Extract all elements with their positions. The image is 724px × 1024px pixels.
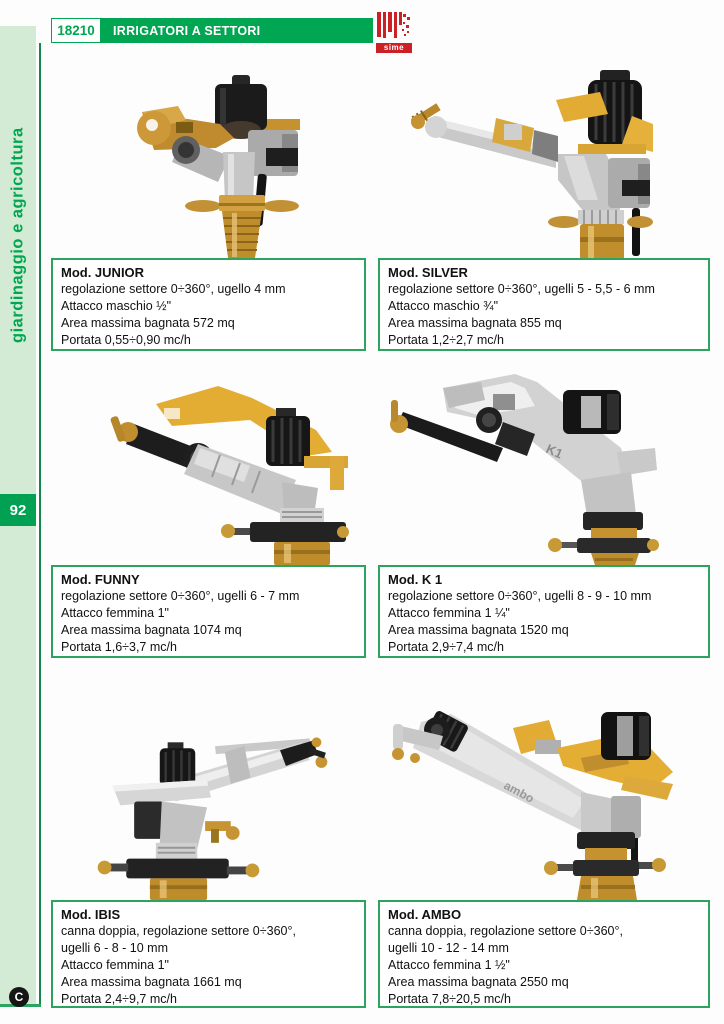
product-spec-line: Attacco maschio ½" bbox=[61, 299, 172, 313]
catalog-code: 18210 bbox=[52, 19, 100, 42]
product-spec-line: ugelli 6 - 8 - 10 mm bbox=[61, 941, 168, 955]
product-spec-line: Attacco femmina 1" bbox=[61, 606, 169, 620]
product-spec-line: canna doppia, regolazione settore 0÷360°, bbox=[61, 924, 296, 938]
product-spec-line: regolazione settore 0÷360°, ugelli 6 - 7 mm bbox=[61, 589, 300, 603]
barcode-logo-icon bbox=[376, 11, 412, 38]
product-spec-line: Area massima bagnata 1520 mq bbox=[388, 623, 569, 637]
product-spec-line: Attacco femmina 1 ¼" bbox=[388, 606, 510, 620]
product-spec-line: canna doppia, regolazione settore 0÷360°, bbox=[388, 924, 623, 938]
product-card-junior bbox=[51, 258, 366, 351]
threaded-coupling bbox=[150, 878, 207, 900]
threaded-coupling bbox=[591, 553, 639, 565]
product-photo-funny bbox=[100, 360, 350, 565]
flange bbox=[221, 522, 349, 542]
product-spec-line: Area massima bagnata 2550 mq bbox=[388, 975, 569, 989]
product-spec-line: Area massima bagnata 572 mq bbox=[61, 316, 235, 330]
svg-text:K1: K1 bbox=[543, 441, 566, 462]
product-spec-line: Attacco femmina 1" bbox=[61, 958, 169, 972]
product-spec-line: Portata 2,4÷9,7 mc/h bbox=[61, 992, 177, 1006]
brand-logo bbox=[376, 11, 412, 52]
product-name: Mod. AMBO bbox=[388, 907, 462, 922]
product-spec-line: regolazione settore 0÷360°, ugello 4 mm bbox=[61, 282, 286, 296]
vertical-rule bbox=[39, 43, 41, 1006]
product-spec-line: regolazione settore 0÷360°, ugelli 5 - 5,5 - 6 mm bbox=[388, 282, 655, 296]
product-spec-line: Portata 1,2÷2,7 mc/h bbox=[388, 333, 504, 347]
flange bbox=[98, 859, 260, 879]
product-card-silver bbox=[378, 258, 710, 351]
page-number-badge: 92 bbox=[0, 494, 36, 526]
copyright-icon: C bbox=[9, 987, 29, 1007]
product-card-ambo bbox=[378, 900, 710, 1008]
product-spec-line: Area massima bagnata 1074 mq bbox=[61, 623, 242, 637]
product-name: Mod. K 1 bbox=[388, 572, 443, 587]
product-card-ibis bbox=[51, 900, 366, 1008]
flange bbox=[548, 538, 659, 553]
product-name: Mod. JUNIOR bbox=[61, 265, 145, 280]
header-bar bbox=[51, 18, 373, 43]
threaded-coupling bbox=[222, 211, 262, 258]
product-photo-ambo bbox=[385, 688, 680, 900]
product-spec-line: Area massima bagnata 855 mq bbox=[388, 316, 562, 330]
sidebar-category-label: giardinaggio e agricoltura bbox=[8, 127, 27, 343]
product-name: Mod. SILVER bbox=[388, 265, 468, 280]
page-title: IRRIGATORI A SETTORI bbox=[113, 23, 261, 38]
elbow bbox=[581, 472, 643, 540]
knurled-cap bbox=[266, 408, 310, 466]
product-spec-line: Area massima bagnata 1661 mq bbox=[61, 975, 242, 989]
brand-name: sime bbox=[376, 43, 412, 53]
knurled-cap bbox=[563, 390, 621, 434]
product-photo-k1 bbox=[385, 360, 660, 565]
sector-bracket bbox=[617, 448, 657, 476]
hammer-arm bbox=[410, 102, 558, 168]
product-name: Mod. FUNNY bbox=[61, 572, 140, 587]
body bbox=[134, 801, 239, 858]
product-spec-line: Portata 7,8÷20,5 mc/h bbox=[388, 992, 511, 1006]
product-spec-line: Attacco maschio ¾" bbox=[388, 299, 499, 313]
product-photo-ibis bbox=[75, 695, 350, 900]
product-card-k1 bbox=[378, 565, 710, 658]
sector-bracket bbox=[304, 456, 348, 490]
flange bbox=[544, 858, 666, 876]
product-spec-line: Portata 0,55÷0,90 mc/h bbox=[61, 333, 191, 347]
threaded-coupling bbox=[274, 542, 330, 565]
svg-text:ambo: ambo bbox=[501, 778, 537, 806]
product-name: Mod. IBIS bbox=[61, 907, 121, 922]
product-spec-line: regolazione settore 0÷360°, ugelli 8 - 9 - 10 mm bbox=[388, 589, 652, 603]
product-card-funny bbox=[51, 565, 366, 658]
product-photo-junior bbox=[120, 62, 340, 258]
knurled-cap bbox=[601, 712, 651, 760]
body bbox=[280, 482, 324, 522]
product-spec-line: Attacco femmina 1 ½" bbox=[388, 958, 510, 972]
threaded-coupling bbox=[580, 224, 624, 260]
product-spec-line: ugelli 10 - 12 - 14 mm bbox=[388, 941, 509, 955]
product-spec-line: Portata 1,6÷3,7 mc/h bbox=[61, 640, 177, 654]
product-spec-line: Portata 2,9÷7,4 mc/h bbox=[388, 640, 504, 654]
threaded-coupling bbox=[577, 876, 637, 900]
product-photo-silver bbox=[408, 60, 653, 260]
